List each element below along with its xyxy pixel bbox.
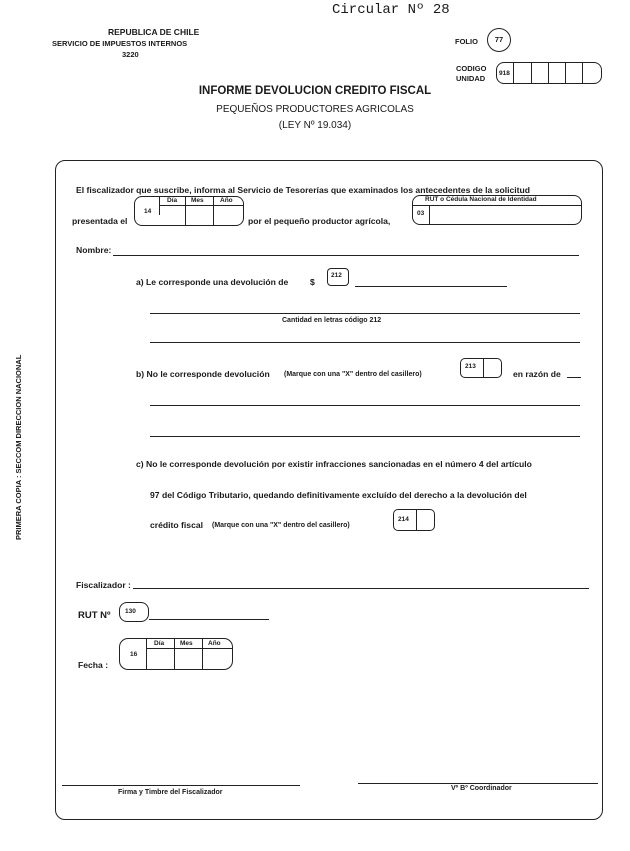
code-214-box[interactable] [393,509,435,531]
circular-number: Circular Nº 28 [332,2,450,18]
fiscalizador-line[interactable] [133,588,589,589]
copy-designation: PRIMERA COPIA : SECCOM DIRECCION NACIONAL [14,354,23,540]
fiscalizador-label: Fiscalizador : [76,580,131,590]
amount-words-line-2[interactable] [150,342,580,343]
intro-text: El fiscalizador que suscribe, informa al Servicio de Tesorerías que examinados los antecedentes de la solicitud [76,185,531,195]
code-213: 213 [465,363,476,370]
code-214: 214 [398,516,409,523]
amount-words-line[interactable] [150,313,580,314]
fecha-date-box[interactable] [119,638,233,670]
nombre-line[interactable] [113,255,579,256]
option-c-line3: crédito fiscal [150,520,204,530]
producer-text: por el pequeño productor agrícola, [248,216,391,226]
code-130-box[interactable] [119,602,149,622]
presentada-label: presentada el [72,216,128,226]
date-col-day: Día [167,197,178,204]
fecha-col-day: Día [154,640,165,647]
code-213-box[interactable] [460,358,502,378]
folio-code: 77 [487,28,511,52]
presentation-date-box[interactable] [134,196,244,226]
date-code-2: 16 [130,651,138,658]
code-212-box[interactable] [327,268,349,286]
reason-line-3[interactable] [150,436,580,437]
codigo-label: CODIGO [456,64,487,73]
option-c-line1: c) No le corresponde devolución por existir infracciones sancionadas en el número 4 del artículo [136,459,532,469]
org-code: 3220 [122,50,139,59]
option-b-note: (Marque con una "X" dentro del casillero) [284,371,422,378]
code-212: 212 [331,272,342,279]
rut-fisc-line[interactable] [149,619,269,620]
reason-line[interactable] [567,377,581,378]
unidad-code: 918 [499,70,510,77]
form-title: INFORME DEVOLUCION CREDITO FISCAL [198,85,432,97]
date-col-month: Mes [191,197,204,204]
unidad-label: UNIDAD [456,74,486,83]
rut-fisc-label: RUT Nº [78,610,111,621]
reason-label: en razón de [513,369,561,379]
currency-symbol: $ [310,277,315,287]
signature-line-left[interactable] [62,785,300,786]
form-subtitle: PEQUEÑOS PRODUCTORES AGRICOLAS [216,104,414,115]
rut-header: RUT o Cédula Nacional de Identidad [425,196,537,203]
org-service: SERVICIO DE IMPUESTOS INTERNOS [52,39,188,48]
unidad-code-box[interactable] [496,62,602,84]
form-law: (LEY Nº 19.034) [278,120,352,131]
option-a-text: a) Le corresponde una devolución de [136,277,289,287]
option-b-text: b) No le corresponde devolución [136,369,270,379]
folio-label: FOLIO [455,37,478,46]
fecha-col-month: Mes [180,640,193,647]
signature-right-label: Vº Bº Coordinador [451,785,512,792]
rut-producer-box[interactable] [412,195,582,225]
code-130: 130 [125,608,136,615]
nombre-label: Nombre: [76,245,112,255]
date-code-1: 14 [144,208,152,215]
signature-left-label: Firma y Timbre del Fiscalizador [118,789,223,796]
date-col-year: Año [220,197,233,204]
amount-line[interactable] [355,286,507,287]
org-country: REPUBLICA DE CHILE [108,27,200,37]
fecha-col-year: Año [208,640,221,647]
reason-line-2[interactable] [150,405,580,406]
signature-line-right[interactable] [358,783,598,784]
fecha-label: Fecha : [78,660,109,670]
amount-words-caption: Cantidad en letras código 212 [282,317,382,324]
option-c-line2: 97 del Código Tributario, quedando definitivamente excluído del derecho a la devolución del [150,490,527,500]
rut-code: 03 [417,210,425,217]
option-c-note: (Marque con una "X" dentro del casillero) [212,522,350,529]
